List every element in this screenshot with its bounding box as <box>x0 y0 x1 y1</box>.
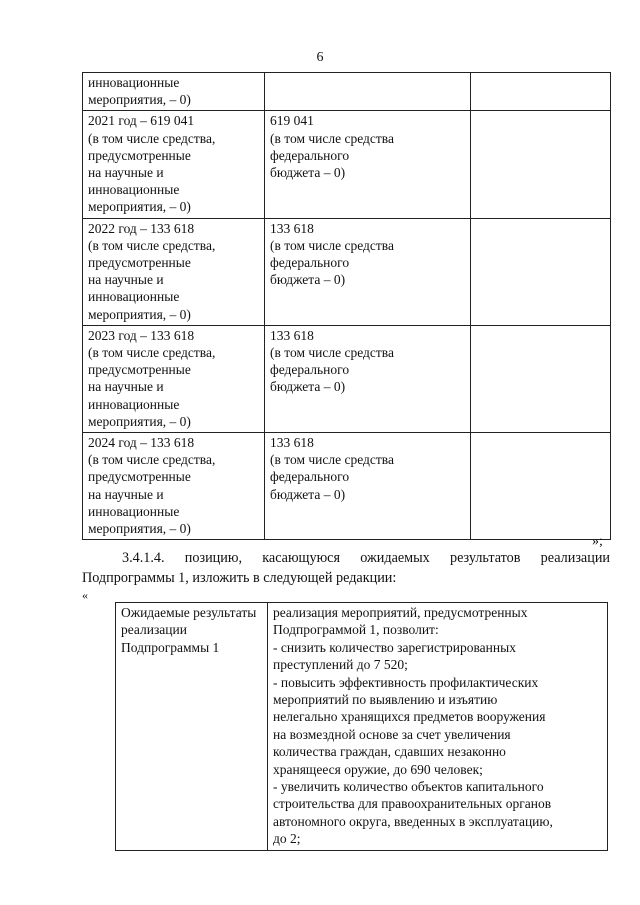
table-cell-empty <box>471 111 611 218</box>
table-row <box>116 603 608 851</box>
table-cell-empty <box>471 325 611 432</box>
table-cell-year: 2024 год – 133 618 (в том числе средства, предусмотренные на научные и инновационные мероприятия, – 0) <box>83 433 265 540</box>
table-cell-empty <box>471 73 611 111</box>
table-row <box>83 433 611 540</box>
table-cell-amount: 133 618 (в том числе средства федерального бюджета – 0) <box>265 325 471 432</box>
table-cell-year: 2021 год – 619 041 (в том числе средства, предусмотренные на научные и инновационные мероприятия, – 0) <box>83 111 265 218</box>
table-row <box>83 111 611 218</box>
table-cell-year: 2022 год – 133 618 (в том числе средства, предусмотренные на научные и инновационные мероприятия, – 0) <box>83 218 265 325</box>
table-cell-amount: 619 041 (в том числе средства федерального бюджета – 0) <box>265 111 471 218</box>
expected-results-text: реализация мероприятий, предусмотренных Подпрограммой 1, позволит: - снизить количество зарегистрированных преступлений до 7 520; - повысить эффективность профилактических мероприятий по выявлению и изъятию нелегально хранящихся предметов вооружения на возмездной основе за счет увеличения количества граждан, сдавших незаконно хранящееся оружие, до 690 человек; - увеличить количество объектов капитального строительства для правоохранительных органов автономного округа, введенных в эксплуатацию, до 2; <box>268 603 608 851</box>
table-cell-amount <box>265 73 471 111</box>
table-cell-amount: 133 618 (в том числе средства федерального бюджета – 0) <box>265 218 471 325</box>
page-number: 6 <box>316 50 324 65</box>
table-cell-empty <box>471 218 611 325</box>
table-cell-year: инновационные мероприятия, – 0) <box>83 73 265 111</box>
table-row <box>83 73 611 111</box>
table-cell-empty <box>471 433 611 540</box>
funding-table <box>82 72 611 540</box>
table-row <box>83 218 611 325</box>
expected-results-label: Ожидаемые результаты реализации Подпрограммы 1 <box>116 603 268 851</box>
closing-quote: »; <box>592 534 603 549</box>
table-cell-year: 2023 год – 133 618 (в том числе средства, предусмотренные на научные и инновационные мероприятия, – 0) <box>83 325 265 432</box>
table-cell-amount: 133 618 (в том числе средства федерального бюджета – 0) <box>265 433 471 540</box>
expected-results-table <box>115 602 608 851</box>
amendment-paragraph: 3.4.1.4. позицию, касающуюся ожидаемых результатов реализации Подпрограммы 1, изложить в следующей редакции: <box>82 550 610 586</box>
table-row <box>83 325 611 432</box>
opening-quote: « <box>82 588 88 602</box>
